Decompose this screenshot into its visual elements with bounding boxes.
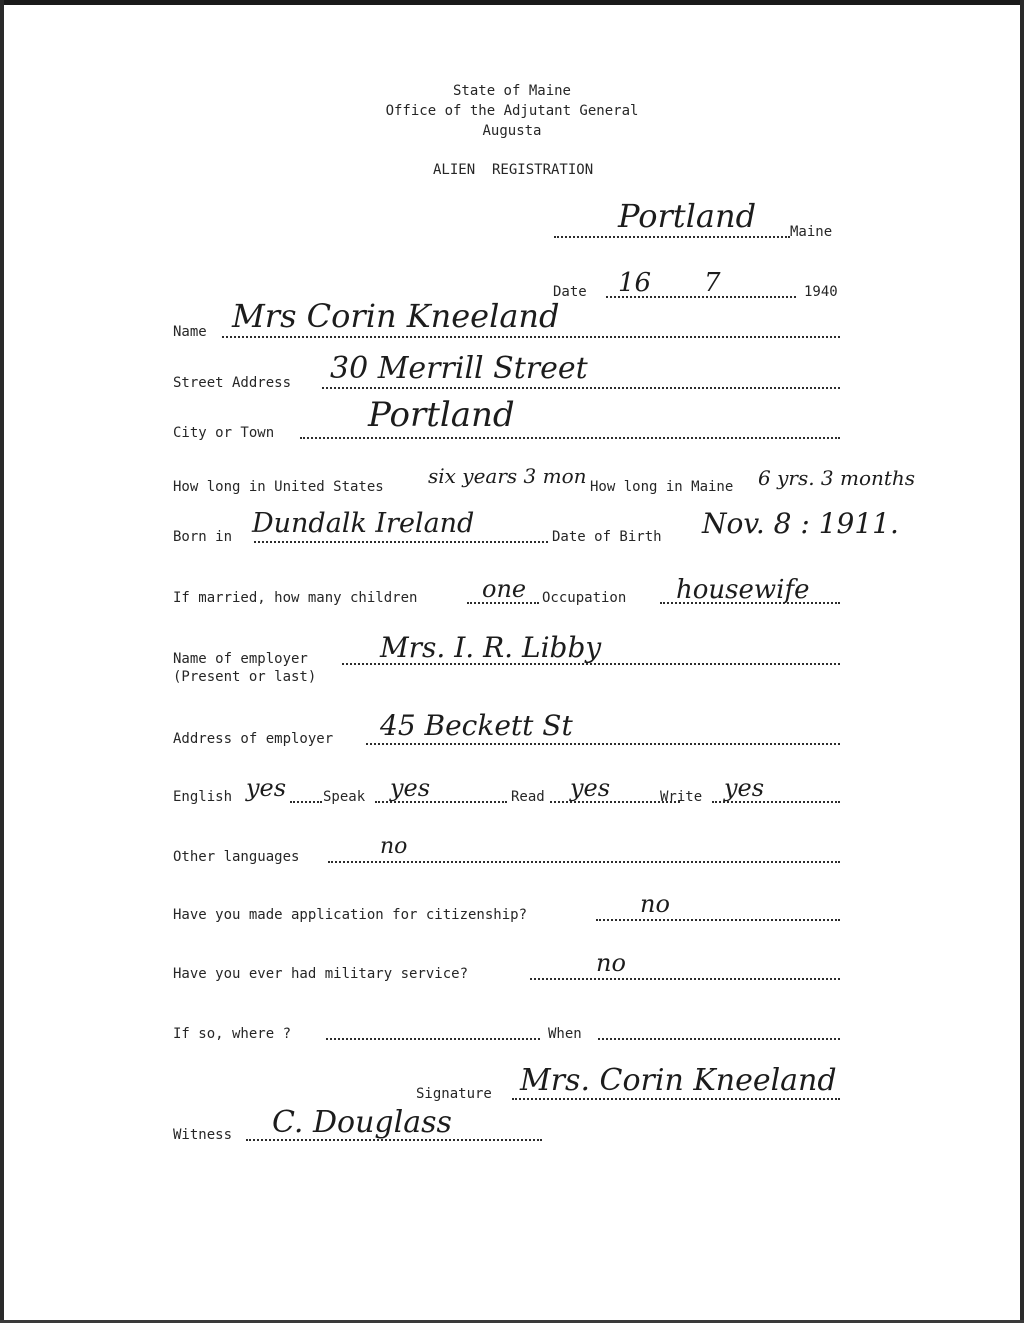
military-value: no: [596, 949, 626, 977]
date-label: Date: [553, 284, 587, 300]
dob-label: Date of Birth: [552, 529, 662, 545]
employer-sublabel: (Present or last): [173, 669, 317, 685]
where-label: If so, where ?: [173, 1026, 292, 1042]
citizenship-label: Have you made application for citizenship?: [173, 907, 528, 923]
date-day: 16: [618, 268, 652, 298]
signature-value: Mrs. Corin Kneeland: [520, 1063, 837, 1098]
english-label: English: [173, 789, 233, 805]
occupation-value: housewife: [676, 575, 810, 605]
street-label: Street Address: [173, 375, 292, 391]
read-value: yes: [570, 774, 611, 802]
name-dotted-line: [222, 336, 840, 338]
scan-border-left: [0, 0, 4, 1323]
speak-value: yes: [390, 774, 431, 802]
english-value: yes: [246, 774, 287, 802]
military-dotted-line: [530, 978, 840, 980]
maine-duration-value: 6 yrs. 3 months: [758, 466, 916, 490]
read-label: Read: [511, 789, 545, 805]
employer-value: Mrs. I. R. Libby: [380, 631, 602, 664]
place-dotted-line: [554, 236, 790, 238]
employer-label: Name of employer: [173, 651, 308, 667]
employer-address-dotted-line: [366, 743, 840, 745]
write-value: yes: [724, 774, 765, 802]
born-in-value: Dundalk Ireland: [252, 508, 475, 539]
employer-address-label: Address of employer: [173, 731, 334, 747]
other-languages-value: no: [380, 834, 408, 859]
citizenship-value: no: [640, 890, 670, 918]
born-in-dotted-line: [254, 541, 548, 543]
children-label: If married, how many children: [173, 590, 418, 606]
when-dotted-line: [598, 1038, 840, 1040]
street-value: 30 Merrill Street: [330, 351, 588, 386]
signature-dotted-line: [512, 1098, 840, 1100]
when-label: When: [548, 1026, 582, 1042]
other-languages-dotted-line: [328, 861, 840, 863]
city-value: Portland: [368, 395, 515, 435]
place-suffix: Maine: [790, 224, 833, 240]
name-label: Name: [173, 324, 207, 340]
other-languages-label: Other languages: [173, 849, 300, 865]
header-city: Augusta: [482, 123, 542, 139]
military-label: Have you ever had military service?: [173, 966, 469, 982]
date-year: 1940: [804, 284, 838, 300]
children-value: one: [482, 575, 527, 603]
dob-value: Nov. 8 : 1911.: [702, 507, 899, 540]
employer-address-value: 45 Beckett St: [380, 709, 573, 742]
header-office: Office of the Adjutant General: [385, 103, 639, 119]
header-state: State of Maine: [452, 83, 571, 99]
occupation-label: Occupation: [542, 590, 627, 606]
street-dotted-line: [322, 387, 840, 389]
write-label: Write: [660, 789, 703, 805]
where-dotted-line: [326, 1038, 540, 1040]
witness-value: C. Douglass: [272, 1105, 452, 1140]
witness-label: Witness: [173, 1127, 233, 1143]
scan-border-top: [0, 0, 1024, 5]
us-duration-label: How long in United States: [173, 479, 384, 495]
date-month: 7: [704, 268, 721, 298]
place-value: Portland: [618, 197, 757, 235]
born-in-label: Born in: [173, 529, 233, 545]
speak-label: Speak: [323, 789, 366, 805]
name-value: Mrs Corin Kneeland: [232, 297, 560, 335]
maine-duration-label: How long in Maine: [590, 479, 734, 495]
signature-label: Signature: [416, 1086, 492, 1102]
city-label: City or Town: [173, 425, 275, 441]
citizenship-dotted-line: [596, 919, 840, 921]
form-title: ALIEN REGISTRATION: [433, 162, 594, 178]
us-duration-value: six years 3 mon: [428, 464, 587, 488]
english-dotted-line: [290, 801, 322, 803]
scan-border-right: [1020, 0, 1024, 1323]
city-dotted-line: [300, 437, 840, 439]
